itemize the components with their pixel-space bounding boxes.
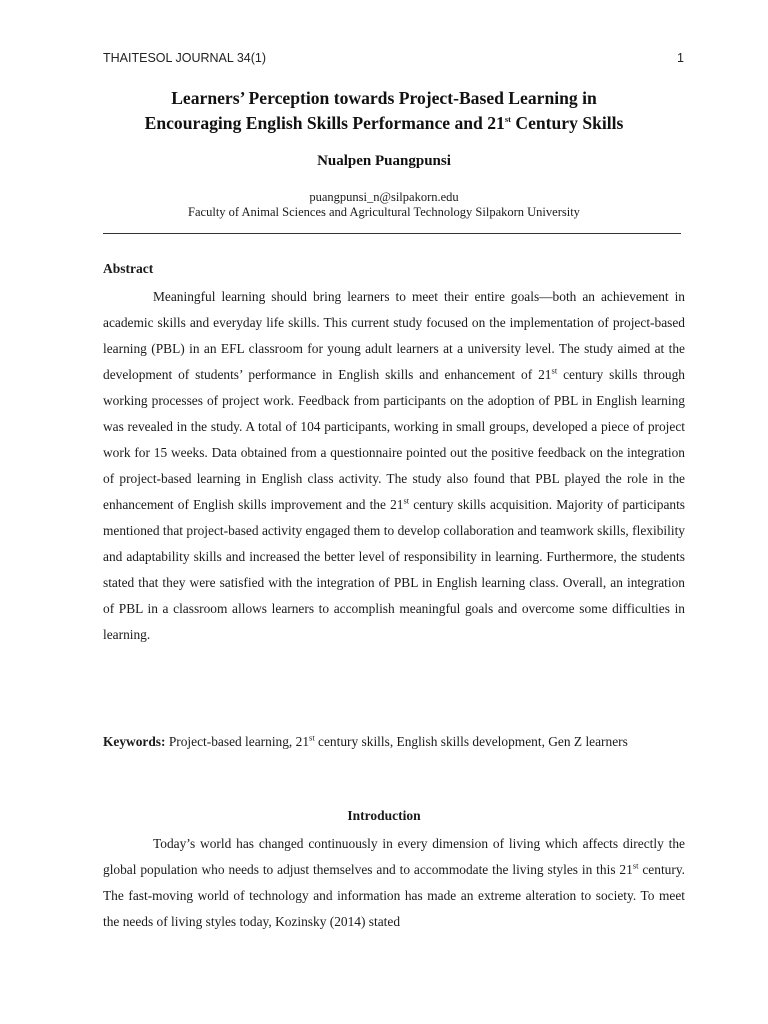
abstract-text-part-3: century skills acquisition. Majority of participants mentioned that project-based activity engaged them to develop collaboration and teamwork skills, flexibility and adaptability skills and increased the better level of responsibility in learning. Furthermore, the students stated that they were satisfied with the integration of PBL in English learning class. Overall, an integration of PBL in a classroom allows learners to accomplish meaningful goals and overcome some difficulties in learning. (103, 497, 686, 642)
running-header (103, 51, 684, 65)
author-name: Nualpen Puangpunsi (317, 153, 451, 169)
abstract-text-part-2: century skills through working processes of project work. Feedback from participants on the adoption of PBL in English learning was revealed in the study. A total of 104 participants, working in small groups, developed a piece of project work for 15 weeks. Data obtained from a questionnaire pointed out the positive feedback on the integration of project-based learning in English class activity. The study also found that PBL played the role in the enhancement of English skills improvement and the 21 (103, 367, 685, 512)
abstract-body (103, 284, 685, 648)
abstract-text-part-1: Meaningful learning should bring learners to meet their entire goals—both an achievement in academic skills and everyday life skills. This current study focused on the implementation of project-based learning (PBL) in an EFL classroom for young adult learners at a university level. The study aimed at the development of students’ performance in English skills and enhancement of 21 (103, 289, 685, 382)
paper-title (60, 86, 708, 136)
title-line-2-text: Encouraging English Skills Performance and 21 (144, 113, 505, 133)
intro-text-part-2: century. The fast-moving world of technology and information has made an extreme alteration to society. To meet the needs of living styles today, Kozinsky (2014) stated (103, 862, 685, 929)
title-line-2 (60, 111, 708, 136)
keywords-superscript: st (309, 732, 315, 743)
journal-name: THAITESOL JOURNAL 34(1) (103, 51, 267, 65)
intro-superscript: st (632, 860, 639, 871)
separator-rule (103, 233, 681, 234)
abstract-paragraph (103, 284, 685, 648)
abstract-heading: Abstract (103, 261, 154, 276)
introduction-paragraph (103, 831, 685, 935)
author-email: puangpunsi_n@silpakorn.edu (309, 190, 459, 204)
abstract-superscript-2: st (403, 495, 410, 506)
keywords-line (103, 729, 685, 755)
introduction-body (103, 831, 685, 935)
author-affiliation: Faculty of Animal Sciences and Agricultural Technology Silpakorn University (188, 205, 580, 219)
title-line-2-end: Century Skills (510, 113, 624, 133)
abstract-superscript-1: st (551, 365, 558, 376)
intro-text-part-1: Today’s world has changed continuously in every dimension of living which affects directly the global population who needs to adjust themselves and to accommodate the living styles in this 21 (103, 836, 685, 877)
introduction-heading: Introduction (347, 808, 421, 823)
title-line-1: Learners’ Perception towards Project-Based Learning in (171, 88, 597, 108)
keywords-label: Keywords: (103, 734, 166, 749)
title-superscript: st (504, 114, 511, 125)
page-number: 1 (677, 51, 684, 65)
keywords-text-part-1: Project-based learning, 21 (165, 734, 310, 749)
keywords-text-part-2: century skills, English skills development, Gen Z learners (314, 734, 628, 749)
